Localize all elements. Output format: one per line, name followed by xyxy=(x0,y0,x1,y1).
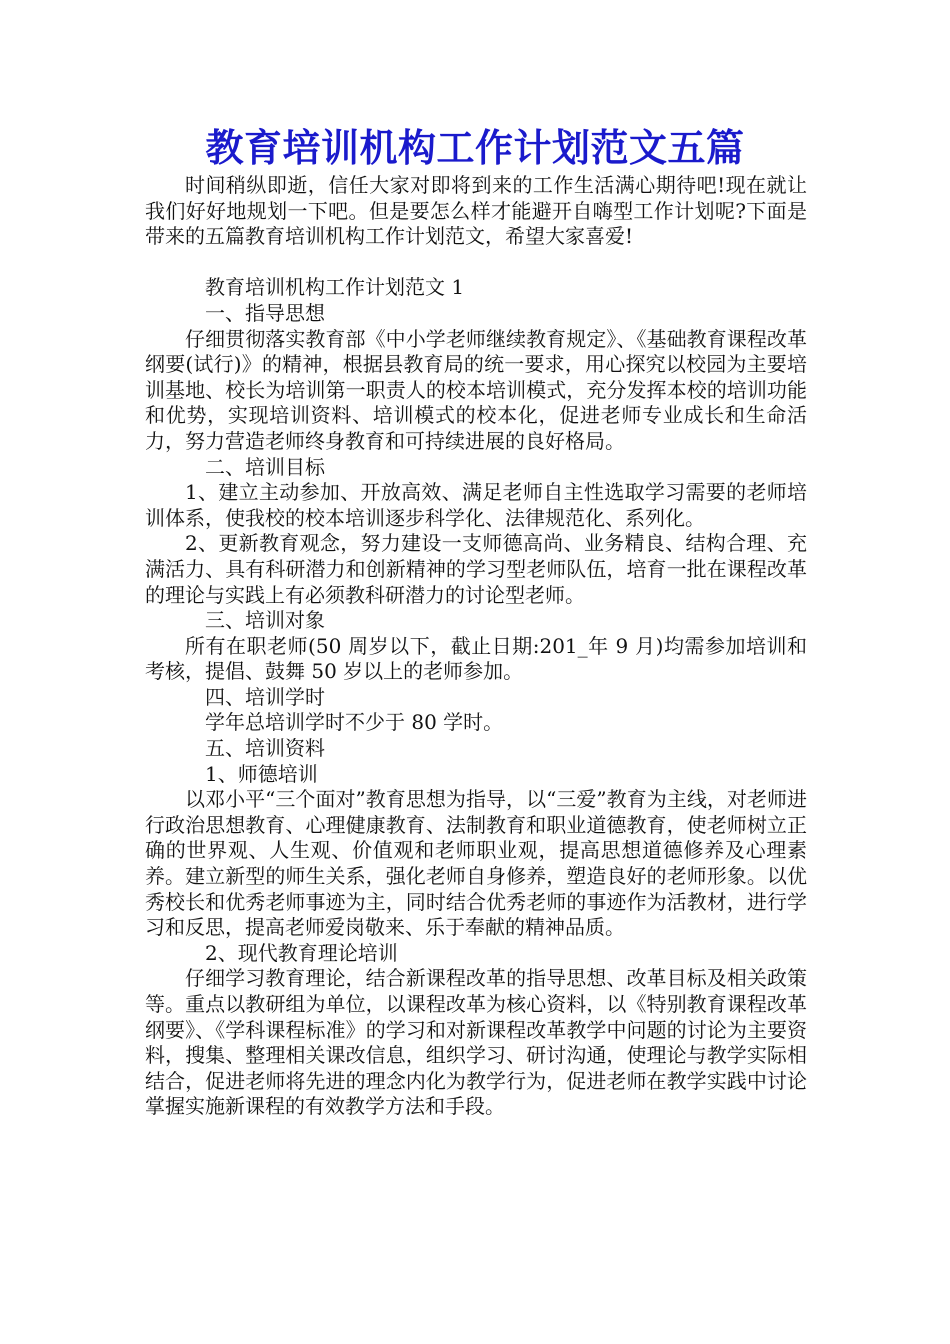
document-body xyxy=(145,173,807,1120)
document-title: 教育培训机构工作计划范文五篇 xyxy=(205,126,745,170)
subheading-theory-training: 2、现代教育理论培训 xyxy=(205,940,398,965)
paragraph-gap xyxy=(145,250,807,276)
paragraph-theory-training: 仔细学习教育理论，结合新课程改革的指导思想、改革目标及相关政策等。重点以教研组为单位，以课程改革为核心资料，以《特别教育课程改革纲要》、《学科课程标准》的学习和对新课程改革教学中问题的讨论为主要资料，搜集、整理相关课改信息，组织学习、研讨沟通，使理论与教学实际相结合，促进老师将先进的理念内化为教学行为，促进老师在教学实践中讨论掌握实施新课程的有效教学方法和手段。 xyxy=(145,966,807,1119)
subheading-ethics-training: 1、师德培训 xyxy=(205,761,318,786)
heading-training-goals: 二、培训目标 xyxy=(205,454,325,479)
paragraph-guiding-thought: 仔细贯彻落实教育部《中小学老师继续教育规定》、《基础教育课程改革纲要(试行)》的精神，根据县教育局的统一要求，用心探究以校园为主要培训基地、校长为培训第一职责人的校本培训模式，充分发挥本校的培训功能和优势，实现培训资料、培训模式的校本化，促进老师专业成长和生命活力，努力营造老师终身教育和可持续进展的良好格局。 xyxy=(145,326,807,453)
paragraph-goal-2: 2、更新教育观念，努力建设一支师德高尚、业务精良、结构合理、充满活力、具有科研潜力和创新精神的学习型老师队伍，培育一批在课程改革的理论与实践上有必须教科研潜力的讨论型老师。 xyxy=(145,531,807,607)
heading-training-materials: 五、培训资料 xyxy=(205,736,325,761)
heading-training-targets: 三、培训对象 xyxy=(205,608,325,633)
paragraph-training-hours: 学年总培训学时不少于 80 学时。 xyxy=(205,710,504,735)
paragraph-goal-1: 1、建立主动参加、开放高效、满足老师自主性选取学习需要的老师培训体系，使我校的校本培训逐步科学化、法律规范化、系列化。 xyxy=(145,480,807,530)
heading-guiding-thought: 一、指导思想 xyxy=(205,300,325,325)
heading-training-hours: 四、培训学时 xyxy=(205,684,325,709)
paragraph-ethics-training: 以邓小平“三个面对”教育思想为指导，以“三爱”教育为主线，对老师进行政治思想教育、心理健康教育、法制教育和职业道德教育，使老师树立正确的世界观、人生观、价值观和老师职业观，提高思想道德修养及心理素养。建立新型的师生关系，强化老师自身修养，塑造良好的老师形象。以优秀校长和优秀老师事迹为主，同时结合优秀老师的事迹作为活教材，进行学习和反思，提高老师爱岗敬来、乐于奉献的精神品质。 xyxy=(145,787,807,940)
section-title: 教育培训机构工作计划范文 1 xyxy=(205,275,465,300)
paragraph-training-targets: 所有在职老师(50 周岁以下，截止日期:201_年 9 月)均需参加培训和考核，提倡、鼓舞 50 岁以上的老师参加。 xyxy=(145,633,807,684)
intro-paragraph: 时间稍纵即逝，信任大家对即将到来的工作生活满心期待吧!现在就让我们好好地规划一下吧。但是要怎么样才能避开自嗨型工作计划呢?下面是带来的五篇教育培训机构工作计划范文，希望大家喜爱! xyxy=(145,173,807,249)
